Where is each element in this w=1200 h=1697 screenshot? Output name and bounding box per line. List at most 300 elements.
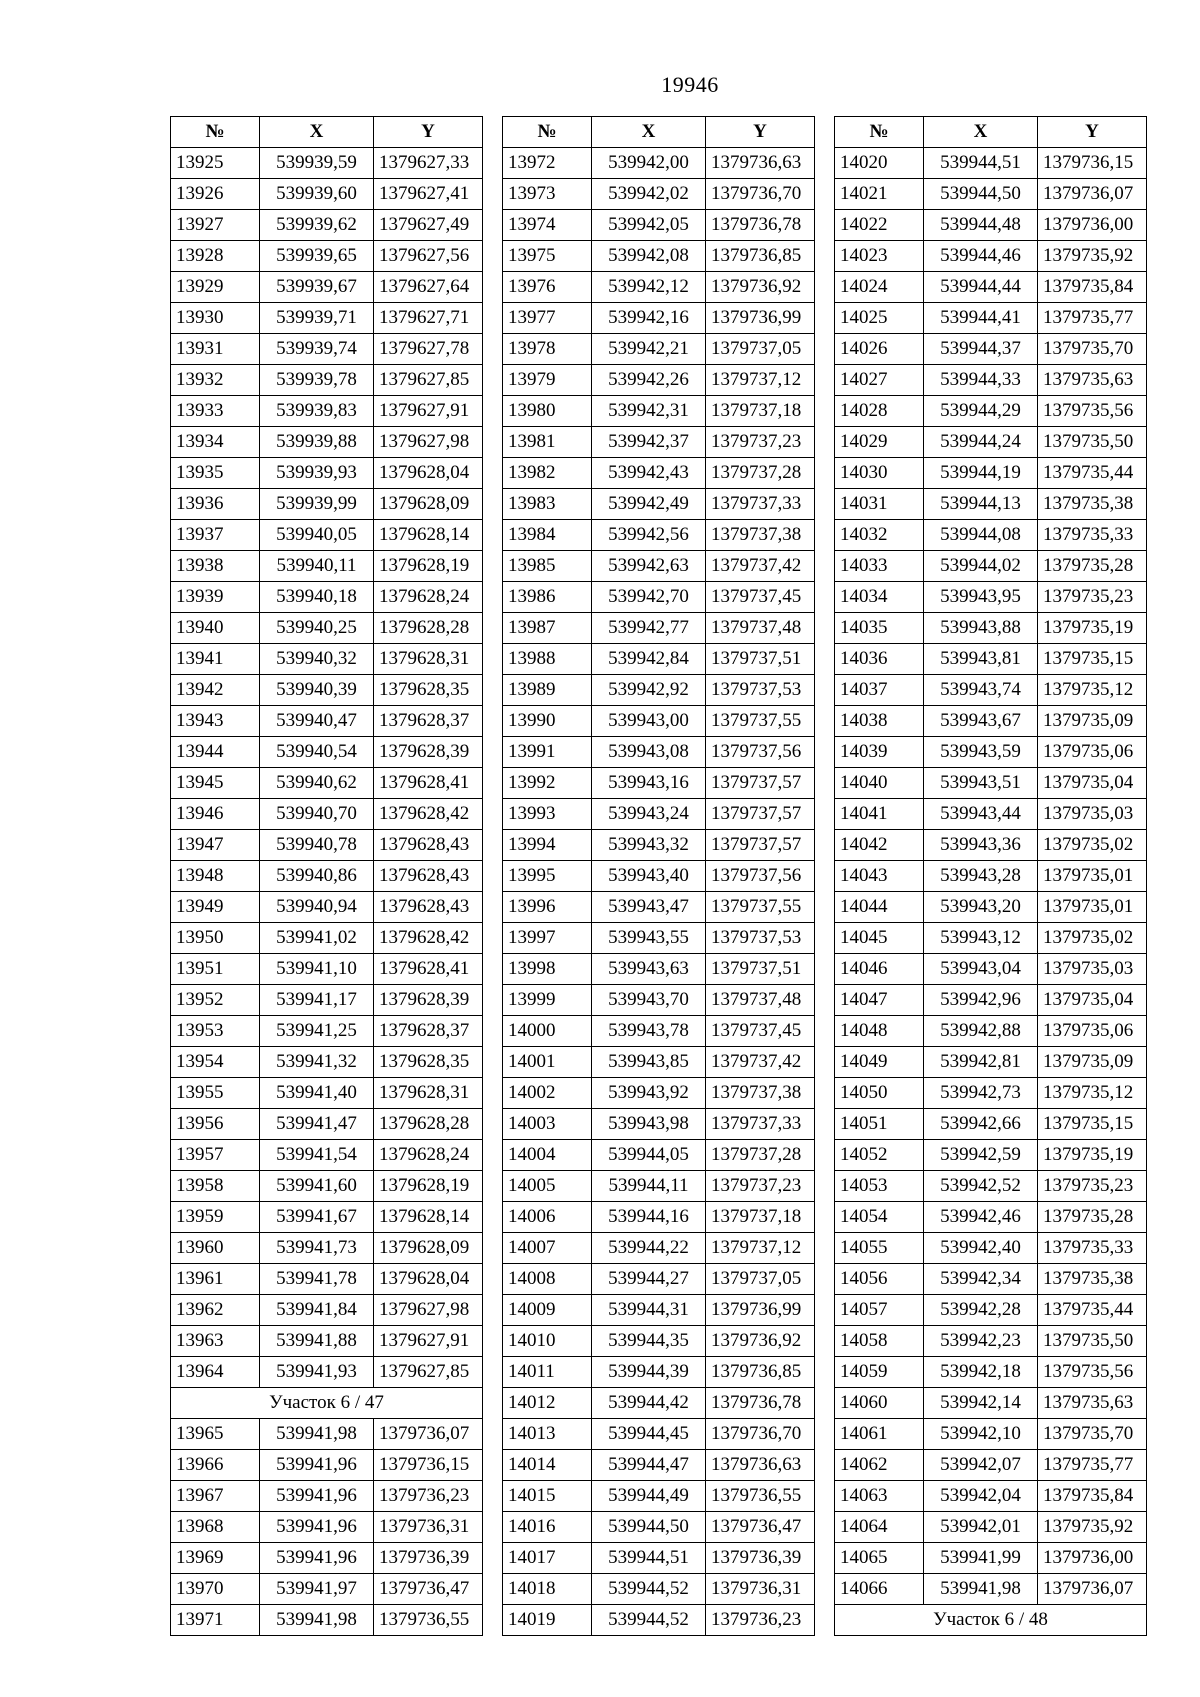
table-row [835, 1357, 1147, 1388]
point-number-cell: 13961 [171, 1264, 260, 1295]
x-coordinate-cell: 539942,28 [924, 1295, 1038, 1326]
y-coordinate-cell: 1379735,04 [1038, 985, 1147, 1016]
y-coordinate-cell: 1379736,70 [706, 179, 815, 210]
point-number-cell: 13936 [171, 489, 260, 520]
table-row [503, 365, 815, 396]
x-coordinate-cell: 539942,73 [924, 1078, 1038, 1109]
y-coordinate-cell: 1379735,03 [1038, 799, 1147, 830]
point-number-cell: 13993 [503, 799, 592, 830]
point-number-cell: 13928 [171, 241, 260, 272]
x-coordinate-cell: 539944,51 [924, 148, 1038, 179]
x-coordinate-cell: 539944,27 [592, 1264, 706, 1295]
point-number-cell: 13954 [171, 1047, 260, 1078]
y-coordinate-cell: 1379627,91 [374, 396, 483, 427]
y-coordinate-cell: 1379628,09 [374, 489, 483, 520]
table-row [171, 427, 483, 458]
table-row [171, 768, 483, 799]
y-coordinate-cell: 1379737,57 [706, 830, 815, 861]
point-number-cell: 13974 [503, 210, 592, 241]
x-coordinate-cell: 539941,88 [260, 1326, 374, 1357]
y-coordinate-cell: 1379736,23 [374, 1481, 483, 1512]
y-coordinate-cell: 1379736,78 [706, 210, 815, 241]
table-row [835, 365, 1147, 396]
table-row [835, 1078, 1147, 1109]
y-coordinate-cell: 1379735,50 [1038, 1326, 1147, 1357]
point-number-cell: 14043 [835, 861, 924, 892]
y-coordinate-cell: 1379628,19 [374, 1171, 483, 1202]
table-header-row [171, 117, 483, 148]
table-row [171, 551, 483, 582]
point-number-cell: 13999 [503, 985, 592, 1016]
x-coordinate-cell: 539944,44 [924, 272, 1038, 303]
x-coordinate-cell: 539941,02 [260, 923, 374, 954]
x-coordinate-cell: 539942,26 [592, 365, 706, 396]
table-row [171, 520, 483, 551]
x-coordinate-cell: 539941,84 [260, 1295, 374, 1326]
x-coordinate-cell: 539942,52 [924, 1171, 1038, 1202]
point-number-cell: 13997 [503, 923, 592, 954]
y-coordinate-cell: 1379735,33 [1038, 1233, 1147, 1264]
table-row [503, 334, 815, 365]
table-row [171, 830, 483, 861]
table-row [171, 1171, 483, 1202]
point-number-cell: 13975 [503, 241, 592, 272]
point-number-cell: 14012 [503, 1388, 592, 1419]
y-coordinate-cell: 1379735,92 [1038, 1512, 1147, 1543]
y-coordinate-cell: 1379628,24 [374, 1140, 483, 1171]
point-number-cell: 13983 [503, 489, 592, 520]
table-row [503, 148, 815, 179]
column-header-y: Y [706, 117, 815, 148]
table-row [503, 1047, 815, 1078]
x-coordinate-cell: 539941,47 [260, 1109, 374, 1140]
table-row [835, 1450, 1147, 1481]
point-number-cell: 14032 [835, 520, 924, 551]
point-number-cell: 13945 [171, 768, 260, 799]
y-coordinate-cell: 1379736,85 [706, 1357, 815, 1388]
point-number-cell: 13980 [503, 396, 592, 427]
x-coordinate-cell: 539943,59 [924, 737, 1038, 768]
point-number-cell: 14001 [503, 1047, 592, 1078]
x-coordinate-cell: 539943,16 [592, 768, 706, 799]
table-row [503, 1140, 815, 1171]
y-coordinate-cell: 1379628,04 [374, 458, 483, 489]
y-coordinate-cell: 1379737,23 [706, 1171, 815, 1202]
point-number-cell: 14016 [503, 1512, 592, 1543]
point-number-cell: 13995 [503, 861, 592, 892]
x-coordinate-cell: 539944,47 [592, 1450, 706, 1481]
table-row [171, 1605, 483, 1636]
table-header-row [835, 117, 1147, 148]
y-coordinate-cell: 1379737,42 [706, 1047, 815, 1078]
x-coordinate-cell: 539942,59 [924, 1140, 1038, 1171]
y-coordinate-cell: 1379628,39 [374, 985, 483, 1016]
x-coordinate-cell: 539943,28 [924, 861, 1038, 892]
table-row [171, 582, 483, 613]
table-row [171, 892, 483, 923]
y-coordinate-cell: 1379735,63 [1038, 1388, 1147, 1419]
point-number-cell: 13947 [171, 830, 260, 861]
point-number-cell: 13979 [503, 365, 592, 396]
table-row [503, 396, 815, 427]
table-row [503, 1419, 815, 1450]
table-row [835, 954, 1147, 985]
point-number-cell: 13978 [503, 334, 592, 365]
y-coordinate-cell: 1379735,38 [1038, 1264, 1147, 1295]
point-number-cell: 14038 [835, 706, 924, 737]
y-coordinate-cell: 1379735,06 [1038, 737, 1147, 768]
x-coordinate-cell: 539943,81 [924, 644, 1038, 675]
x-coordinate-cell: 539942,77 [592, 613, 706, 644]
point-number-cell: 13977 [503, 303, 592, 334]
table-row [503, 489, 815, 520]
x-coordinate-cell: 539942,02 [592, 179, 706, 210]
x-coordinate-cell: 539944,52 [592, 1605, 706, 1636]
column-header-number: № [835, 117, 924, 148]
y-coordinate-cell: 1379628,41 [374, 768, 483, 799]
x-coordinate-cell: 539944,24 [924, 427, 1038, 458]
table-row [503, 1605, 815, 1636]
x-coordinate-cell: 539943,00 [592, 706, 706, 737]
y-coordinate-cell: 1379736,55 [374, 1605, 483, 1636]
table-row [171, 1078, 483, 1109]
point-number-cell: 14050 [835, 1078, 924, 1109]
point-number-cell: 13964 [171, 1357, 260, 1388]
x-coordinate-cell: 539944,33 [924, 365, 1038, 396]
point-number-cell: 13952 [171, 985, 260, 1016]
point-number-cell: 13934 [171, 427, 260, 458]
table-row [835, 613, 1147, 644]
x-coordinate-cell: 539939,99 [260, 489, 374, 520]
x-coordinate-cell: 539944,11 [592, 1171, 706, 1202]
table-row [835, 1419, 1147, 1450]
y-coordinate-cell: 1379736,92 [706, 272, 815, 303]
point-number-cell: 13943 [171, 706, 260, 737]
x-coordinate-cell: 539942,66 [924, 1109, 1038, 1140]
x-coordinate-cell: 539942,43 [592, 458, 706, 489]
x-coordinate-cell: 539943,92 [592, 1078, 706, 1109]
point-number-cell: 14022 [835, 210, 924, 241]
y-coordinate-cell: 1379628,04 [374, 1264, 483, 1295]
y-coordinate-cell: 1379736,15 [374, 1450, 483, 1481]
x-coordinate-cell: 539942,81 [924, 1047, 1038, 1078]
column-header-number: № [503, 117, 592, 148]
x-coordinate-cell: 539942,37 [592, 427, 706, 458]
y-coordinate-cell: 1379627,49 [374, 210, 483, 241]
table-row [171, 1450, 483, 1481]
point-number-cell: 13989 [503, 675, 592, 706]
table-row [503, 675, 815, 706]
x-coordinate-cell: 539943,88 [924, 613, 1038, 644]
table-row [503, 520, 815, 551]
x-coordinate-cell: 539944,42 [592, 1388, 706, 1419]
x-coordinate-cell: 539944,31 [592, 1295, 706, 1326]
x-coordinate-cell: 539944,49 [592, 1481, 706, 1512]
point-number-cell: 14034 [835, 582, 924, 613]
y-coordinate-cell: 1379736,99 [706, 1295, 815, 1326]
x-coordinate-cell: 539943,40 [592, 861, 706, 892]
point-number-cell: 14018 [503, 1574, 592, 1605]
point-number-cell: 14047 [835, 985, 924, 1016]
table-row [503, 861, 815, 892]
y-coordinate-cell: 1379736,00 [1038, 1543, 1147, 1574]
x-coordinate-cell: 539941,67 [260, 1202, 374, 1233]
y-coordinate-cell: 1379627,64 [374, 272, 483, 303]
x-coordinate-cell: 539943,55 [592, 923, 706, 954]
table-row [171, 1140, 483, 1171]
table-row [503, 985, 815, 1016]
y-coordinate-cell: 1379735,12 [1038, 675, 1147, 706]
x-coordinate-cell: 539944,16 [592, 1202, 706, 1233]
table-row [171, 954, 483, 985]
table-row [503, 892, 815, 923]
y-coordinate-cell: 1379736,07 [1038, 179, 1147, 210]
point-number-cell: 14023 [835, 241, 924, 272]
table-row [171, 675, 483, 706]
y-coordinate-cell: 1379735,56 [1038, 396, 1147, 427]
x-coordinate-cell: 539941,97 [260, 1574, 374, 1605]
table-row [503, 1016, 815, 1047]
x-coordinate-cell: 539939,67 [260, 272, 374, 303]
x-coordinate-cell: 539939,59 [260, 148, 374, 179]
y-coordinate-cell: 1379737,56 [706, 861, 815, 892]
x-coordinate-cell: 539939,65 [260, 241, 374, 272]
x-coordinate-cell: 539944,52 [592, 1574, 706, 1605]
y-coordinate-cell: 1379737,51 [706, 954, 815, 985]
point-number-cell: 13991 [503, 737, 592, 768]
x-coordinate-cell: 539942,46 [924, 1202, 1038, 1233]
table-row [835, 458, 1147, 489]
point-number-cell: 14066 [835, 1574, 924, 1605]
point-number-cell: 13965 [171, 1419, 260, 1450]
y-coordinate-cell: 1379628,41 [374, 954, 483, 985]
y-coordinate-cell: 1379628,28 [374, 613, 483, 644]
y-coordinate-cell: 1379737,42 [706, 551, 815, 582]
y-coordinate-cell: 1379735,70 [1038, 1419, 1147, 1450]
point-number-cell: 14004 [503, 1140, 592, 1171]
point-number-cell: 14046 [835, 954, 924, 985]
table-row [503, 272, 815, 303]
table-row [503, 241, 815, 272]
x-coordinate-cell: 539941,96 [260, 1512, 374, 1543]
point-number-cell: 14006 [503, 1202, 592, 1233]
table-row [835, 1295, 1147, 1326]
y-coordinate-cell: 1379627,98 [374, 1295, 483, 1326]
table-row [171, 644, 483, 675]
y-coordinate-cell: 1379737,38 [706, 1078, 815, 1109]
table-row [503, 954, 815, 985]
y-coordinate-cell: 1379735,15 [1038, 644, 1147, 675]
table-row [835, 675, 1147, 706]
point-number-cell: 13937 [171, 520, 260, 551]
point-number-cell: 13956 [171, 1109, 260, 1140]
point-number-cell: 13968 [171, 1512, 260, 1543]
table-row [835, 1016, 1147, 1047]
y-coordinate-cell: 1379627,85 [374, 1357, 483, 1388]
point-number-cell: 13971 [171, 1605, 260, 1636]
table-row [835, 1109, 1147, 1140]
table-row [171, 1481, 483, 1512]
point-number-cell: 14019 [503, 1605, 592, 1636]
point-number-cell: 13992 [503, 768, 592, 799]
y-coordinate-cell: 1379735,44 [1038, 458, 1147, 489]
table-row [503, 1388, 815, 1419]
y-coordinate-cell: 1379737,55 [706, 892, 815, 923]
table-row [835, 923, 1147, 954]
y-coordinate-cell: 1379737,45 [706, 1016, 815, 1047]
point-number-cell: 13962 [171, 1295, 260, 1326]
section-label: Участок 6 / 48 [835, 1605, 1147, 1636]
point-number-cell: 13930 [171, 303, 260, 334]
table-row [171, 1202, 483, 1233]
x-coordinate-cell: 539939,93 [260, 458, 374, 489]
point-number-cell: 14002 [503, 1078, 592, 1109]
y-coordinate-cell: 1379737,28 [706, 1140, 815, 1171]
table-row [503, 923, 815, 954]
point-number-cell: 14015 [503, 1481, 592, 1512]
table-row [503, 427, 815, 458]
y-coordinate-cell: 1379736,70 [706, 1419, 815, 1450]
table-row [503, 799, 815, 830]
table-row [171, 1264, 483, 1295]
point-number-cell: 14009 [503, 1295, 592, 1326]
point-number-cell: 14059 [835, 1357, 924, 1388]
y-coordinate-cell: 1379736,31 [374, 1512, 483, 1543]
table-row [835, 582, 1147, 613]
y-coordinate-cell: 1379628,39 [374, 737, 483, 768]
y-coordinate-cell: 1379735,77 [1038, 303, 1147, 334]
table-row [171, 241, 483, 272]
table-row [835, 1543, 1147, 1574]
table-row [835, 1481, 1147, 1512]
y-coordinate-cell: 1379627,33 [374, 148, 483, 179]
y-coordinate-cell: 1379737,48 [706, 613, 815, 644]
table-row [835, 1233, 1147, 1264]
point-number-cell: 13984 [503, 520, 592, 551]
point-number-cell: 14044 [835, 892, 924, 923]
point-number-cell: 14060 [835, 1388, 924, 1419]
x-coordinate-cell: 539940,78 [260, 830, 374, 861]
x-coordinate-cell: 539943,20 [924, 892, 1038, 923]
point-number-cell: 14065 [835, 1543, 924, 1574]
y-coordinate-cell: 1379628,43 [374, 830, 483, 861]
table-row [835, 1512, 1147, 1543]
table-row [171, 303, 483, 334]
x-coordinate-cell: 539943,95 [924, 582, 1038, 613]
x-coordinate-cell: 539944,35 [592, 1326, 706, 1357]
y-coordinate-cell: 1379735,50 [1038, 427, 1147, 458]
x-coordinate-cell: 539944,08 [924, 520, 1038, 551]
table-row [835, 1326, 1147, 1357]
table-row [835, 892, 1147, 923]
x-coordinate-cell: 539942,92 [592, 675, 706, 706]
y-coordinate-cell: 1379735,92 [1038, 241, 1147, 272]
point-number-cell: 13966 [171, 1450, 260, 1481]
y-coordinate-cell: 1379628,35 [374, 675, 483, 706]
y-coordinate-cell: 1379735,09 [1038, 1047, 1147, 1078]
x-coordinate-cell: 539944,50 [924, 179, 1038, 210]
x-coordinate-cell: 539941,93 [260, 1357, 374, 1388]
table-row [171, 334, 483, 365]
point-number-cell: 13957 [171, 1140, 260, 1171]
table-row [171, 1357, 483, 1388]
table-row [835, 148, 1147, 179]
table-row [503, 613, 815, 644]
y-coordinate-cell: 1379735,84 [1038, 1481, 1147, 1512]
x-coordinate-cell: 539939,71 [260, 303, 374, 334]
point-number-cell: 14036 [835, 644, 924, 675]
y-coordinate-cell: 1379736,31 [706, 1574, 815, 1605]
x-coordinate-cell: 539940,47 [260, 706, 374, 737]
x-coordinate-cell: 539941,32 [260, 1047, 374, 1078]
table-row [835, 489, 1147, 520]
table-row [835, 985, 1147, 1016]
x-coordinate-cell: 539939,78 [260, 365, 374, 396]
table-row [503, 582, 815, 613]
table-row [171, 365, 483, 396]
table-row [171, 1512, 483, 1543]
y-coordinate-cell: 1379627,56 [374, 241, 483, 272]
y-coordinate-cell: 1379736,99 [706, 303, 815, 334]
table-row [835, 272, 1147, 303]
y-coordinate-cell: 1379628,28 [374, 1109, 483, 1140]
point-number-cell: 14021 [835, 179, 924, 210]
x-coordinate-cell: 539942,10 [924, 1419, 1038, 1450]
y-coordinate-cell: 1379736,92 [706, 1326, 815, 1357]
y-coordinate-cell: 1379735,02 [1038, 923, 1147, 954]
table-row [503, 1109, 815, 1140]
point-number-cell: 13973 [503, 179, 592, 210]
x-coordinate-cell: 539941,25 [260, 1016, 374, 1047]
y-coordinate-cell: 1379735,19 [1038, 1140, 1147, 1171]
point-number-cell: 13938 [171, 551, 260, 582]
x-coordinate-cell: 539942,01 [924, 1512, 1038, 1543]
x-coordinate-cell: 539939,74 [260, 334, 374, 365]
column-header-x: X [592, 117, 706, 148]
table-row [835, 334, 1147, 365]
x-coordinate-cell: 539943,12 [924, 923, 1038, 954]
point-number-cell: 14051 [835, 1109, 924, 1140]
table-row [503, 768, 815, 799]
y-coordinate-cell: 1379735,19 [1038, 613, 1147, 644]
y-coordinate-cell: 1379735,70 [1038, 334, 1147, 365]
table-row [503, 1264, 815, 1295]
point-number-cell: 14035 [835, 613, 924, 644]
column-header-number: № [171, 117, 260, 148]
y-coordinate-cell: 1379737,18 [706, 396, 815, 427]
x-coordinate-cell: 539944,29 [924, 396, 1038, 427]
y-coordinate-cell: 1379735,01 [1038, 861, 1147, 892]
y-coordinate-cell: 1379737,48 [706, 985, 815, 1016]
x-coordinate-cell: 539943,44 [924, 799, 1038, 830]
x-coordinate-cell: 539941,98 [260, 1605, 374, 1636]
y-coordinate-cell: 1379735,12 [1038, 1078, 1147, 1109]
point-number-cell: 14064 [835, 1512, 924, 1543]
point-number-cell: 14011 [503, 1357, 592, 1388]
point-number-cell: 14020 [835, 148, 924, 179]
x-coordinate-cell: 539943,70 [592, 985, 706, 1016]
y-coordinate-cell: 1379628,43 [374, 892, 483, 923]
point-number-cell: 13967 [171, 1481, 260, 1512]
point-number-cell: 14033 [835, 551, 924, 582]
table-row [503, 1233, 815, 1264]
y-coordinate-cell: 1379735,23 [1038, 582, 1147, 613]
x-coordinate-cell: 539943,08 [592, 737, 706, 768]
table-row [503, 1171, 815, 1202]
x-coordinate-cell: 539942,49 [592, 489, 706, 520]
point-number-cell: 13972 [503, 148, 592, 179]
point-number-cell: 13931 [171, 334, 260, 365]
